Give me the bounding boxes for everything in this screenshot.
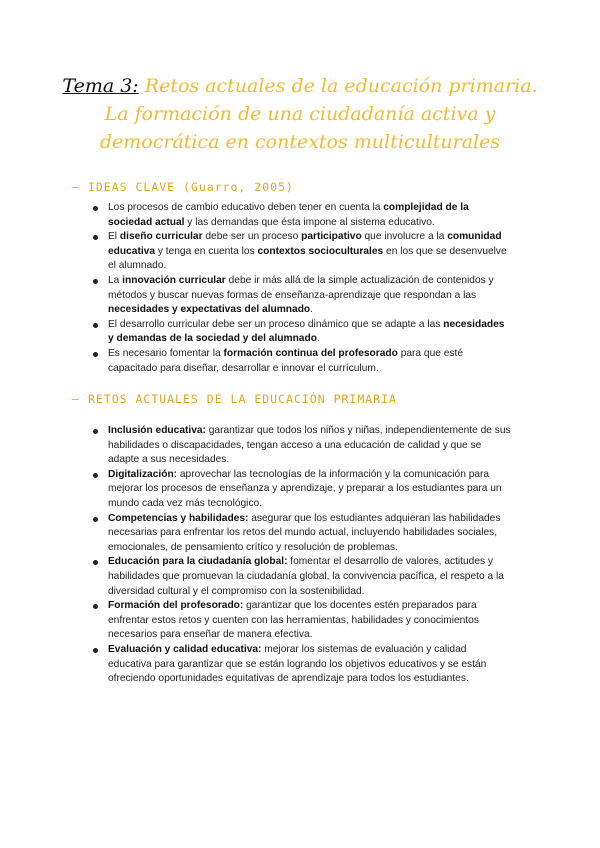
list-item (93, 318, 511, 347)
text-run: . (316, 333, 320, 345)
list-item (93, 512, 511, 556)
text-run: para que esté capacitado para diseñar, desarrollar e innovar el currículum. (108, 347, 463, 374)
dash-marker: – (72, 180, 80, 194)
bold-phrase: contextos socioculturales (257, 245, 384, 257)
list-item (93, 424, 511, 468)
list-item (93, 643, 511, 687)
title-rest: Retos actuales de la educación primaria. La formación de una ciudadanía activa y democrática en contextos multiculturales (99, 75, 538, 153)
text-run: fomentar el desarrollo de valores, actitudes y habilidades que promuevan la ciudadanía global, la convivencia pacífica, el respeto a la diversidad cultural y el compromiso con la sostenibilidad. (108, 556, 504, 597)
section-heading-ideas-clave: – IDEAS CLAVE (Guarro, 2005) (72, 180, 294, 194)
list-item (93, 555, 511, 599)
text-run: en los que se desenvuelve el alumnado. (108, 245, 507, 272)
bold-phrase: Formación del profesorado: (108, 600, 244, 612)
bold-phrase: innovación curricular (122, 274, 226, 286)
text-run: La (108, 274, 123, 286)
text-run: y las demandas que ésta impone al sistema educativo. (184, 216, 435, 228)
bold-phrase: comunidad educativa (108, 231, 502, 257)
bold-phrase: participativo (301, 231, 362, 243)
list-item (93, 201, 511, 230)
text-run: y tenga en cuenta los (155, 245, 258, 257)
bold-phrase: Educación para la ciudadanía global: (108, 556, 288, 568)
text-run: mejorar los sistemas de evaluación y calidad educativa para garantizar que se están logrando los objetivos educativos y se están ofreciendo oportunidades equitativas de aprendizaje para todos los estudiantes. (108, 643, 487, 685)
bold-phrase: necesidades y expectativas del alumnado (108, 304, 311, 316)
text-run: asegurar que los estudiantes adquieran las habilidades necesarias para enfrentar los retos del mundo actual, incluyendo habilidades sociales, emocionales, de pensamiento crítico y resolución de problemas. (108, 512, 501, 553)
list-item (93, 599, 511, 643)
bold-phrase: Digitalización: (108, 468, 178, 480)
bold-phrase: necesidades y demandas de la sociedad y del alumnado (108, 318, 505, 345)
bold-phrase: Inclusión educativa: (108, 425, 206, 436)
ideas-clave-list (93, 201, 511, 376)
text-run: Es necesario fomentar la (108, 347, 224, 359)
text-run: aprovechar las tecnologías de la información y la comunicación para mejorar los procesos de enseñanza y aprendizaje, y preparar a los estudiantes para un mundo cada vez más tecnológico. (108, 468, 502, 509)
section-heading-retos: – RETOS ACTUALES DE LA EDUCACIÓN PRIMARIA (72, 392, 397, 406)
text-run: El (108, 231, 120, 243)
text-run: garantizar que todos los niños y niñas, independientemente de sus habilidades o discapacidades, tengan acceso a una educación de calidad y que se adapte a sus necesidades. (108, 425, 511, 466)
bold-phrase: Competencias y habilidades: (108, 512, 249, 524)
page-title (60, 72, 540, 156)
bold-phrase: formación continua del profesorado (223, 347, 398, 359)
text-run: . (310, 304, 313, 316)
title-lead: Tema 3: (62, 75, 139, 97)
text-run: que involucre a la (361, 231, 448, 243)
bold-phrase: diseño curricular (119, 231, 203, 243)
bold-phrase: Evaluación y calidad educativa: (108, 643, 262, 655)
text-run: garantizar que los docentes estén preparados para enfrentar estos retos y cuenten con las herramientas, habilidades y conocimientos necesarios para enseñar de manera efectiva. (108, 600, 479, 641)
bold-phrase: complejidad de la sociedad actual (108, 202, 469, 228)
text-run: El desarrollo curricular debe ser un proceso dinámico que se adapte a las (108, 318, 444, 330)
dash-marker: – (72, 392, 80, 406)
text-run: debe ir más allá de la simple actualización de contenidos y métodos y buscar nuevas formas de enseñanza-aprendizaje que respondan a las (108, 274, 494, 301)
list-item (93, 274, 511, 318)
retos-list (93, 424, 511, 687)
list-item (93, 468, 511, 512)
list-item (93, 347, 511, 376)
text-run: debe ser un proceso (202, 231, 302, 243)
list-item (93, 230, 511, 274)
text-run: Los procesos de cambio educativo deben tener en cuenta la (108, 202, 384, 213)
